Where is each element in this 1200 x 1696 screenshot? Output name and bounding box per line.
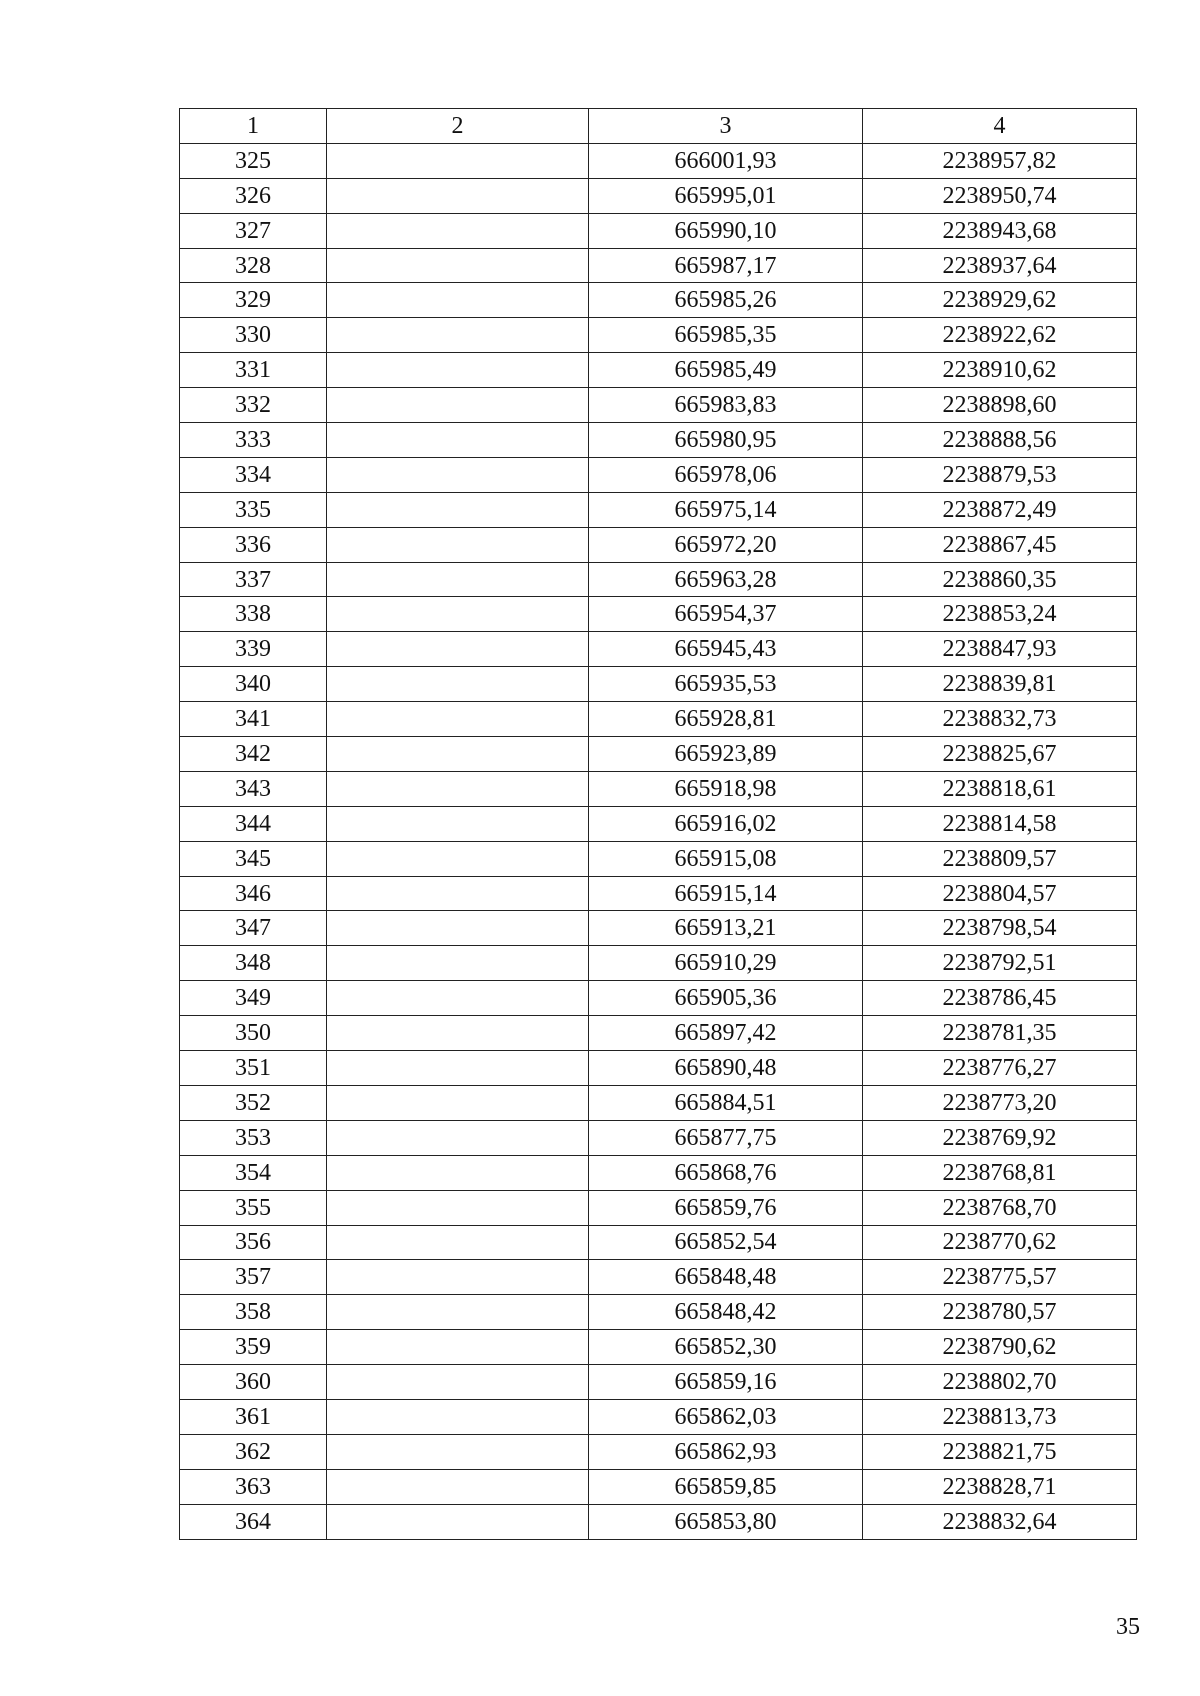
y-coordinate-cell: 2238792,51 — [863, 946, 1137, 981]
x-coordinate-cell: 665985,26 — [589, 283, 863, 318]
description-cell — [327, 981, 589, 1016]
table-body — [180, 143, 1137, 1539]
description-cell — [327, 283, 589, 318]
x-coordinate-cell: 665980,95 — [589, 423, 863, 458]
point-number-cell: 338 — [180, 597, 327, 632]
point-number-cell: 339 — [180, 632, 327, 667]
table-row — [180, 178, 1137, 213]
y-coordinate-cell: 2238780,57 — [863, 1295, 1137, 1330]
description-cell — [327, 737, 589, 772]
point-number-cell: 352 — [180, 1085, 327, 1120]
description-cell — [327, 143, 589, 178]
point-number-cell: 334 — [180, 457, 327, 492]
y-coordinate-cell: 2238950,74 — [863, 178, 1137, 213]
table-row — [180, 353, 1137, 388]
x-coordinate-cell: 665852,54 — [589, 1225, 863, 1260]
table-row — [180, 318, 1137, 353]
table-row — [180, 911, 1137, 946]
point-number-cell: 333 — [180, 423, 327, 458]
x-coordinate-cell: 665923,89 — [589, 737, 863, 772]
description-cell — [327, 178, 589, 213]
table-row — [180, 492, 1137, 527]
x-coordinate-cell: 665877,75 — [589, 1120, 863, 1155]
description-cell — [327, 876, 589, 911]
table-row — [180, 1469, 1137, 1504]
y-coordinate-cell: 2238798,54 — [863, 911, 1137, 946]
y-coordinate-cell: 2238821,75 — [863, 1434, 1137, 1469]
table-row — [180, 1330, 1137, 1365]
x-coordinate-cell: 665862,93 — [589, 1434, 863, 1469]
y-coordinate-cell: 2238809,57 — [863, 841, 1137, 876]
x-coordinate-cell: 666001,93 — [589, 143, 863, 178]
description-cell — [327, 1120, 589, 1155]
point-number-cell: 362 — [180, 1434, 327, 1469]
x-coordinate-cell: 665859,85 — [589, 1469, 863, 1504]
description-cell — [327, 1085, 589, 1120]
x-coordinate-cell: 665983,83 — [589, 388, 863, 423]
point-number-cell: 327 — [180, 213, 327, 248]
point-number-cell: 354 — [180, 1155, 327, 1190]
point-number-cell: 337 — [180, 562, 327, 597]
description-cell — [327, 318, 589, 353]
description-cell — [327, 1504, 589, 1539]
table-row — [180, 667, 1137, 702]
table-row — [180, 1190, 1137, 1225]
y-coordinate-cell: 2238804,57 — [863, 876, 1137, 911]
point-number-cell: 335 — [180, 492, 327, 527]
table-row — [180, 1260, 1137, 1295]
point-number-cell: 361 — [180, 1399, 327, 1434]
point-number-cell: 349 — [180, 981, 327, 1016]
table-row — [180, 457, 1137, 492]
description-cell — [327, 527, 589, 562]
x-coordinate-cell: 665884,51 — [589, 1085, 863, 1120]
description-cell — [327, 457, 589, 492]
table-row — [180, 1016, 1137, 1051]
x-coordinate-cell: 665975,14 — [589, 492, 863, 527]
description-cell — [327, 492, 589, 527]
x-coordinate-cell: 665945,43 — [589, 632, 863, 667]
table-row — [180, 562, 1137, 597]
x-coordinate-cell: 665890,48 — [589, 1051, 863, 1086]
point-number-cell: 353 — [180, 1120, 327, 1155]
x-coordinate-cell: 665985,49 — [589, 353, 863, 388]
table-row — [180, 248, 1137, 283]
point-number-cell: 357 — [180, 1260, 327, 1295]
table-row — [180, 876, 1137, 911]
point-number-cell: 325 — [180, 143, 327, 178]
description-cell — [327, 1469, 589, 1504]
table-row — [180, 981, 1137, 1016]
y-coordinate-cell: 2238825,67 — [863, 737, 1137, 772]
y-coordinate-cell: 2238770,62 — [863, 1225, 1137, 1260]
y-coordinate-cell: 2238957,82 — [863, 143, 1137, 178]
page-number: 35 — [1116, 1614, 1140, 1640]
description-cell — [327, 423, 589, 458]
point-number-cell: 340 — [180, 667, 327, 702]
table-row — [180, 143, 1137, 178]
description-cell — [327, 1399, 589, 1434]
table-row — [180, 1051, 1137, 1086]
x-coordinate-cell: 665862,03 — [589, 1399, 863, 1434]
x-coordinate-cell: 665853,80 — [589, 1504, 863, 1539]
y-coordinate-cell: 2238818,61 — [863, 771, 1137, 806]
description-cell — [327, 771, 589, 806]
x-coordinate-cell: 665954,37 — [589, 597, 863, 632]
y-coordinate-cell: 2238937,64 — [863, 248, 1137, 283]
table-row — [180, 388, 1137, 423]
table-row — [180, 1365, 1137, 1400]
x-coordinate-cell: 665985,35 — [589, 318, 863, 353]
table-row — [180, 423, 1137, 458]
x-coordinate-cell: 665905,36 — [589, 981, 863, 1016]
y-coordinate-cell: 2238768,81 — [863, 1155, 1137, 1190]
table-row — [180, 806, 1137, 841]
point-number-cell: 358 — [180, 1295, 327, 1330]
table-row — [180, 1504, 1137, 1539]
point-number-cell: 342 — [180, 737, 327, 772]
description-cell — [327, 667, 589, 702]
description-cell — [327, 562, 589, 597]
x-coordinate-cell: 665852,30 — [589, 1330, 863, 1365]
coordinates-table — [179, 108, 1137, 1540]
y-coordinate-cell: 2238872,49 — [863, 492, 1137, 527]
description-cell — [327, 1434, 589, 1469]
table-row — [180, 1085, 1137, 1120]
point-number-cell: 344 — [180, 806, 327, 841]
point-number-cell: 345 — [180, 841, 327, 876]
y-coordinate-cell: 2238773,20 — [863, 1085, 1137, 1120]
description-cell — [327, 1365, 589, 1400]
point-number-cell: 351 — [180, 1051, 327, 1086]
x-coordinate-cell: 665848,48 — [589, 1260, 863, 1295]
y-coordinate-cell: 2238943,68 — [863, 213, 1137, 248]
x-coordinate-cell: 665963,28 — [589, 562, 863, 597]
y-coordinate-cell: 2238802,70 — [863, 1365, 1137, 1400]
y-coordinate-cell: 2238888,56 — [863, 423, 1137, 458]
description-cell — [327, 946, 589, 981]
y-coordinate-cell: 2238828,71 — [863, 1469, 1137, 1504]
table-row — [180, 1155, 1137, 1190]
description-cell — [327, 1016, 589, 1051]
table-row — [180, 1434, 1137, 1469]
table-row — [180, 1225, 1137, 1260]
description-cell — [327, 1260, 589, 1295]
point-number-cell: 356 — [180, 1225, 327, 1260]
description-cell — [327, 353, 589, 388]
x-coordinate-cell: 665915,08 — [589, 841, 863, 876]
y-coordinate-cell: 2238832,73 — [863, 702, 1137, 737]
description-cell — [327, 806, 589, 841]
x-coordinate-cell: 665848,42 — [589, 1295, 863, 1330]
x-coordinate-cell: 665897,42 — [589, 1016, 863, 1051]
x-coordinate-cell: 665918,98 — [589, 771, 863, 806]
y-coordinate-cell: 2238839,81 — [863, 667, 1137, 702]
x-coordinate-cell: 665995,01 — [589, 178, 863, 213]
column-header-2: 2 — [327, 109, 589, 144]
x-coordinate-cell: 665928,81 — [589, 702, 863, 737]
table-row — [180, 1120, 1137, 1155]
table-row — [180, 946, 1137, 981]
y-coordinate-cell: 2238786,45 — [863, 981, 1137, 1016]
y-coordinate-cell: 2238814,58 — [863, 806, 1137, 841]
x-coordinate-cell: 665935,53 — [589, 667, 863, 702]
description-cell — [327, 597, 589, 632]
y-coordinate-cell: 2238781,35 — [863, 1016, 1137, 1051]
y-coordinate-cell: 2238768,70 — [863, 1190, 1137, 1225]
point-number-cell: 363 — [180, 1469, 327, 1504]
x-coordinate-cell: 665990,10 — [589, 213, 863, 248]
y-coordinate-cell: 2238853,24 — [863, 597, 1137, 632]
column-header-4: 4 — [863, 109, 1137, 144]
column-header-3: 3 — [589, 109, 863, 144]
description-cell — [327, 1330, 589, 1365]
table-row — [180, 527, 1137, 562]
y-coordinate-cell: 2238860,35 — [863, 562, 1137, 597]
point-number-cell: 350 — [180, 1016, 327, 1051]
description-cell — [327, 213, 589, 248]
y-coordinate-cell: 2238879,53 — [863, 457, 1137, 492]
x-coordinate-cell: 665910,29 — [589, 946, 863, 981]
table-row — [180, 213, 1137, 248]
y-coordinate-cell: 2238775,57 — [863, 1260, 1137, 1295]
y-coordinate-cell: 2238898,60 — [863, 388, 1137, 423]
table-row — [180, 1295, 1137, 1330]
point-number-cell: 348 — [180, 946, 327, 981]
x-coordinate-cell: 665978,06 — [589, 457, 863, 492]
y-coordinate-cell: 2238847,93 — [863, 632, 1137, 667]
description-cell — [327, 911, 589, 946]
x-coordinate-cell: 665859,76 — [589, 1190, 863, 1225]
x-coordinate-cell: 665868,76 — [589, 1155, 863, 1190]
description-cell — [327, 632, 589, 667]
point-number-cell: 332 — [180, 388, 327, 423]
y-coordinate-cell: 2238867,45 — [863, 527, 1137, 562]
x-coordinate-cell: 665915,14 — [589, 876, 863, 911]
point-number-cell: 360 — [180, 1365, 327, 1400]
table-row — [180, 771, 1137, 806]
point-number-cell: 355 — [180, 1190, 327, 1225]
table-row — [180, 737, 1137, 772]
description-cell — [327, 702, 589, 737]
description-cell — [327, 1295, 589, 1330]
x-coordinate-cell: 665916,02 — [589, 806, 863, 841]
y-coordinate-cell: 2238769,92 — [863, 1120, 1137, 1155]
point-number-cell: 328 — [180, 248, 327, 283]
description-cell — [327, 1051, 589, 1086]
table-row — [180, 702, 1137, 737]
y-coordinate-cell: 2238929,62 — [863, 283, 1137, 318]
point-number-cell: 347 — [180, 911, 327, 946]
x-coordinate-cell: 665913,21 — [589, 911, 863, 946]
table-row — [180, 1399, 1137, 1434]
y-coordinate-cell: 2238813,73 — [863, 1399, 1137, 1434]
description-cell — [327, 1190, 589, 1225]
y-coordinate-cell: 2238790,62 — [863, 1330, 1137, 1365]
description-cell — [327, 388, 589, 423]
description-cell — [327, 1225, 589, 1260]
column-header-1: 1 — [180, 109, 327, 144]
table-row — [180, 597, 1137, 632]
y-coordinate-cell: 2238922,62 — [863, 318, 1137, 353]
table-row — [180, 283, 1137, 318]
description-cell — [327, 248, 589, 283]
point-number-cell: 330 — [180, 318, 327, 353]
y-coordinate-cell: 2238832,64 — [863, 1504, 1137, 1539]
x-coordinate-cell: 665987,17 — [589, 248, 863, 283]
table-row — [180, 632, 1137, 667]
point-number-cell: 326 — [180, 178, 327, 213]
y-coordinate-cell: 2238910,62 — [863, 353, 1137, 388]
point-number-cell: 341 — [180, 702, 327, 737]
header-row — [180, 109, 1137, 144]
x-coordinate-cell: 665972,20 — [589, 527, 863, 562]
point-number-cell: 329 — [180, 283, 327, 318]
point-number-cell: 336 — [180, 527, 327, 562]
point-number-cell: 343 — [180, 771, 327, 806]
table-row — [180, 841, 1137, 876]
point-number-cell: 331 — [180, 353, 327, 388]
point-number-cell: 346 — [180, 876, 327, 911]
description-cell — [327, 1155, 589, 1190]
point-number-cell: 364 — [180, 1504, 327, 1539]
x-coordinate-cell: 665859,16 — [589, 1365, 863, 1400]
description-cell — [327, 841, 589, 876]
point-number-cell: 359 — [180, 1330, 327, 1365]
y-coordinate-cell: 2238776,27 — [863, 1051, 1137, 1086]
